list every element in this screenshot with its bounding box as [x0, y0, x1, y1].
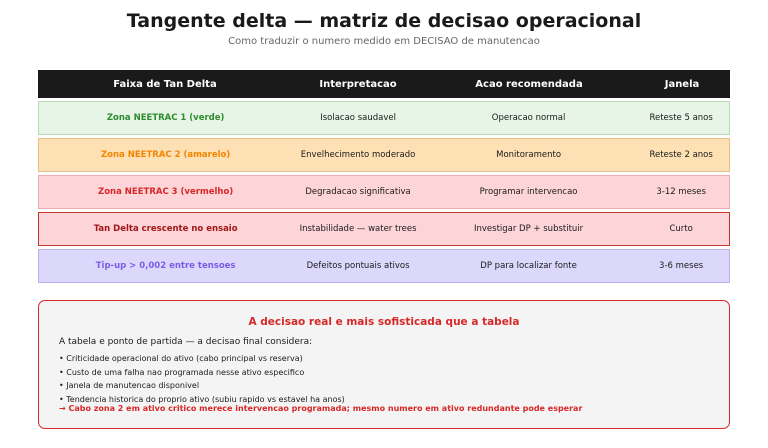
- zone-label: Zona NEETRAC 2 (amarelo): [100, 150, 231, 160]
- action-cell: DP para localizar fonte: [480, 261, 577, 271]
- interpretation-cell: Degradacao significativa: [305, 187, 411, 197]
- matrix-row-rising-tan-delta: [38, 212, 730, 246]
- note-criteria-item: • Janela de manutencao disponivel: [59, 379, 345, 393]
- page-title: Tangente delta — matriz de decisao operacional: [126, 10, 642, 32]
- column-header-action: Acao recomendada: [475, 78, 583, 90]
- window-cell: Reteste 5 anos: [649, 113, 713, 123]
- window-cell: Curto: [669, 224, 693, 234]
- zone-label: Zona NEETRAC 3 (vermelho): [98, 187, 234, 197]
- matrix-row-zone-3: [38, 175, 730, 209]
- note-criteria-item: • Custo de uma falha nao programada nesse ativo especifico: [59, 366, 345, 380]
- matrix-row-tip-up: [38, 249, 730, 283]
- note-conclusion: → Cabo zona 2 em ativo critico merece intervencao programada; mesmo numero em ativo redundante pode esperar: [59, 404, 583, 413]
- note-intro: A tabela e ponto de partida — a decisao final considera:: [59, 337, 313, 347]
- column-header-interpretation: Interpretacao: [319, 78, 397, 90]
- zone-label: Zona NEETRAC 1 (verde): [106, 113, 225, 123]
- matrix-header-row: [38, 70, 730, 98]
- decision-matrix: [38, 70, 730, 283]
- note-criteria-item: • Tendencia historica do proprio ativo (subiu rapido vs estavel ha anos): [59, 393, 345, 407]
- decision-note-box: [38, 300, 730, 429]
- zone-label: Tan Delta crescente no ensaio: [93, 224, 238, 234]
- column-header-range: Faixa de Tan Delta: [113, 78, 217, 90]
- action-cell: Operacao normal: [491, 113, 566, 123]
- matrix-row-zone-2: [38, 138, 730, 172]
- matrix-row-zone-1: [38, 101, 730, 135]
- action-cell: Investigar DP + substituir: [473, 224, 584, 234]
- window-cell: Reteste 2 anos: [649, 150, 713, 160]
- interpretation-cell: Isolacao saudavel: [320, 113, 396, 123]
- note-criteria-list: [59, 352, 345, 406]
- action-cell: Monitoramento: [496, 150, 562, 160]
- window-cell: 3-6 meses: [659, 261, 704, 271]
- page-subtitle: Como traduzir o numero medido em DECISAO de manutencao: [228, 36, 540, 47]
- note-title: A decisao real e mais sofisticada que a tabela: [248, 316, 520, 328]
- window-cell: 3-12 meses: [656, 187, 706, 197]
- interpretation-cell: Defeitos pontuais ativos: [306, 261, 410, 271]
- column-header-window: Janela: [664, 78, 700, 90]
- note-criteria-item: • Criticidade operacional do ativo (cabo principal vs reserva): [59, 352, 345, 366]
- zone-label: Tip-up > 0,002 entre tensoes: [95, 261, 236, 271]
- interpretation-cell: Envelhecimento moderado: [300, 150, 416, 160]
- action-cell: Programar intervencao: [479, 187, 578, 197]
- interpretation-cell: Instabilidade — water trees: [299, 224, 417, 234]
